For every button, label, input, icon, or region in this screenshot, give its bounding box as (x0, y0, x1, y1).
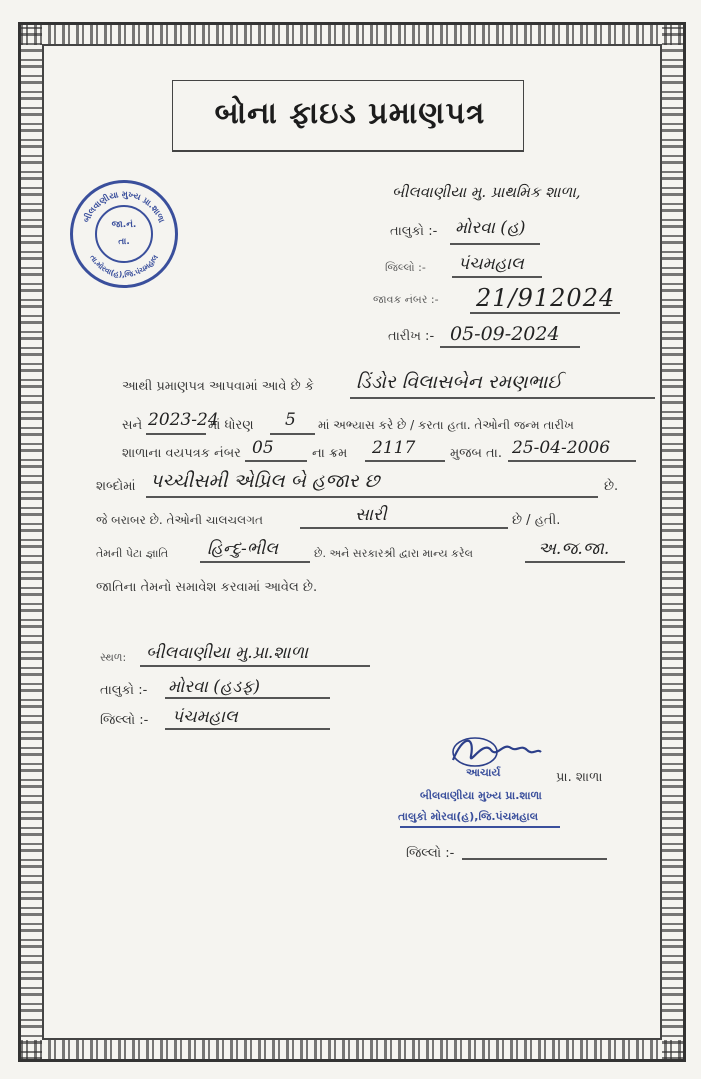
birth-date-words: પચ્ચીસમી એપ્રિલ બે હજાર છ (150, 470, 380, 492)
outward-underline (470, 312, 620, 314)
place-label: સ્થળ: (100, 651, 127, 664)
body-line7: જાતિના તેમનો સમાવેશ કરવામાં આવેલ છે. (96, 580, 318, 595)
birth-date-words-underline (146, 496, 598, 498)
standard-underline (270, 433, 315, 435)
stamp-inner-circle (95, 205, 153, 263)
stamp-date-label: તા. (118, 237, 130, 247)
body-line5-suffix: છે / હતી. (512, 513, 561, 528)
principal-stamp-line2: તાલુકો મોરવા(હ),જિ.પંચમહાલ (398, 810, 539, 823)
body-line6-prefix: તેમની પેટા જ્ઞાતિ (96, 547, 169, 560)
signature-designation: આચાર્ય (466, 766, 501, 779)
svg-text:તા.મોરવા(હ),જિ.પંચમહાલ: તા.મોરવા(હ),જિ.પંચમહાલ (88, 253, 160, 280)
serial-underline (365, 460, 445, 462)
academic-year-underline (146, 433, 206, 435)
taluka-label: તાલુકો :- (390, 224, 438, 239)
district-value: પંચમહાલ (458, 254, 524, 274)
date-underline (440, 346, 580, 348)
student-name-underline (350, 397, 655, 399)
outward-label: જાવક નંબર :- (373, 293, 439, 306)
place-value: બીલવાણીયા મુ.પ્રા.શાળા (146, 643, 309, 663)
student-name: ડિંડોર વિલાસબેન રમણભાઈ (356, 371, 563, 393)
footer-district-label: જિલ્લો :- (100, 713, 149, 728)
caste-category: અ.જ.જા. (538, 539, 610, 559)
body-line4-prefix: શબ્દોમાં (96, 479, 136, 494)
caste-category-underline (525, 561, 625, 563)
date-label: તારીખ :- (388, 329, 435, 344)
taluka-underline (450, 243, 540, 245)
footer-district-underline (165, 728, 330, 730)
body-line6-mid: છે. અને સરકારશ્રી દ્વારા માન્ય કરેલ (314, 547, 473, 560)
body-line3-suffix: મુજબ તા. (450, 446, 502, 461)
standard-value: 5 (285, 410, 296, 430)
body-line5-prefix: જે બરાબર છે. તેઓની ચાલચલગત (96, 513, 263, 527)
body-line2-suffix: માં અભ્યાસ કરે છે / કરતા હતા. તેઓની જન્મ તારીખ (318, 418, 574, 432)
district-underline (452, 276, 542, 278)
footer-district-value: પંચમહાલ (172, 707, 238, 727)
register-underline (245, 460, 307, 462)
body-line3-mid: ના ક્રમ (312, 446, 348, 461)
birth-date: 25-04-2006 (512, 438, 611, 458)
body-line2-mid: માં ધોરણ (208, 418, 254, 433)
conduct-value: સારી (355, 505, 387, 525)
body-line2-prefix: સને (122, 418, 143, 433)
academic-year: 2023-24 (148, 410, 219, 430)
date-value: 05-09-2024 (450, 323, 560, 345)
svg-text:બીલવાણીયા મુખ્ય પ્રા.શાળા: બીલવાણીયા મુખ્ય પ્રા.શાળા (81, 189, 167, 225)
serial-number: 2117 (372, 438, 416, 458)
register-number: 05 (252, 438, 274, 458)
birth-date-underline (508, 460, 636, 462)
footer-taluka-underline (165, 697, 330, 699)
outward-number: 21/912024 (476, 284, 616, 312)
caste-underline (200, 561, 310, 563)
certificate-title: બોના ફાઇડ પ્રમાણપત્ર (214, 96, 486, 131)
district-label: જિલ્લો :- (385, 261, 426, 274)
footer-taluka-value: મોરવા (હડફ) (168, 677, 261, 697)
body-line4-suffix: છે. (604, 479, 619, 494)
footer-taluka-label: તાલુકો :- (100, 683, 148, 698)
signature-suffix: પ્રા. શાળા (556, 770, 603, 785)
body-line1-prefix: આથી પ્રમાણપત્ર આપવામાં આવે છે કે (122, 379, 314, 394)
principal-stamp-underline (400, 826, 560, 828)
title-underline (172, 150, 524, 152)
taluka-value: મોરવા (હ) (455, 218, 526, 238)
school-stamp (70, 180, 178, 288)
caste-value: હિન્દુ-ભીલ (207, 539, 279, 559)
conduct-underline (300, 527, 508, 529)
footer-right-district-underline (462, 858, 607, 860)
place-underline (140, 665, 370, 667)
school-name: બીલવાણીયા મુ. પ્રાથમિક શાળા, (392, 183, 581, 201)
footer-right-district-label: જિલ્લો :- (406, 846, 455, 861)
principal-stamp-line1: બીલવાણીયા મુખ્ય પ્રા.શાળા (420, 789, 542, 802)
stamp-inward-label: જા.નં. (111, 220, 137, 230)
body-line3-prefix: શાળાના વયપત્રક નંબર (122, 446, 241, 461)
